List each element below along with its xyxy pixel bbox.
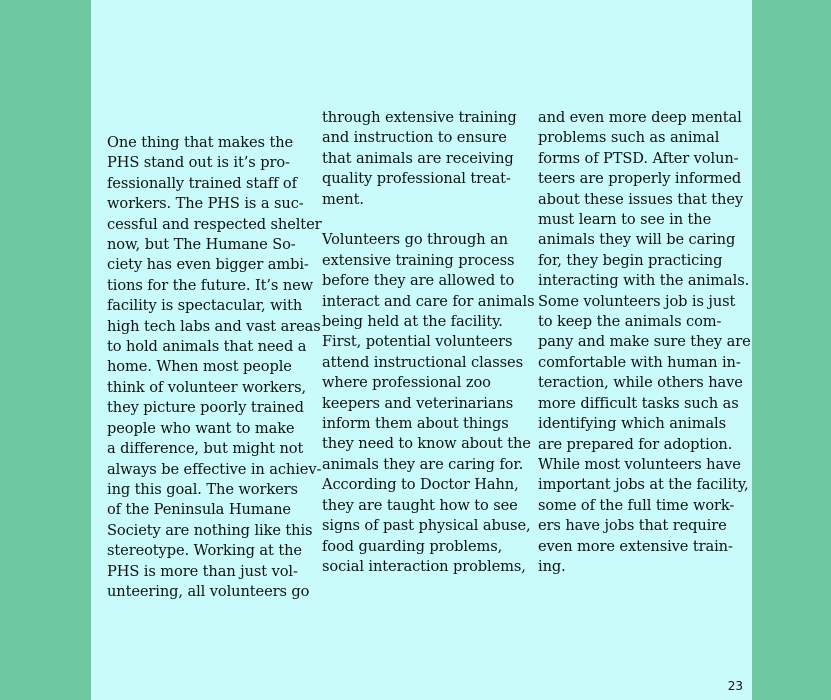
text-line: ing this goal. The workers xyxy=(107,480,298,498)
text-line: to hold animals that need a xyxy=(107,338,307,356)
text-column-2 xyxy=(322,108,535,577)
text-line: ing. xyxy=(538,557,566,575)
text-line: workers. The PHS is a suc- xyxy=(107,195,304,213)
text-line: Society are nothing like this xyxy=(107,521,313,539)
text-line: stereotype. Working at the xyxy=(107,542,302,560)
text-line: they need to know about the xyxy=(322,435,531,453)
text-line: While most volunteers have xyxy=(538,455,741,473)
text-line: Volunteers go through an xyxy=(322,231,508,249)
paragraph xyxy=(322,108,527,210)
text-line: and even more deep mental xyxy=(538,109,742,126)
text-line: important jobs at the facility, xyxy=(538,476,749,494)
text-column-3 xyxy=(538,108,751,577)
text-line: identifying which animals xyxy=(538,415,727,433)
text-line: even more extensive train- xyxy=(538,537,733,555)
text-line: now, but The Humane So- xyxy=(107,236,296,254)
text-line: food guarding problems, xyxy=(322,537,503,555)
text-line: are prepared for adoption. xyxy=(538,435,733,453)
text-line: pany and make sure they are xyxy=(538,333,751,351)
text-line: always be effective in achiev- xyxy=(107,460,322,478)
text-line: where professional zoo xyxy=(322,374,491,392)
text-column-1 xyxy=(107,133,322,602)
text-line: of the Peninsula Humane xyxy=(107,501,291,519)
text-line: and instruction to ensure xyxy=(322,129,507,147)
text-line: animals they are caring for. xyxy=(322,455,524,473)
text-line: According to Doctor Hahn, xyxy=(322,476,519,494)
text-line: some of the full time work- xyxy=(538,496,735,514)
text-line: interact and care for animals xyxy=(322,292,535,310)
paragraph xyxy=(322,230,535,577)
text-line: think of volunteer workers, xyxy=(107,378,307,396)
text-line: fessionally trained staff of xyxy=(107,174,297,192)
text-line: cessful and respected shelter xyxy=(107,215,322,233)
text-line: PHS is more than just vol- xyxy=(107,562,298,580)
text-line: comfortable with human in- xyxy=(538,353,741,371)
text-line: facility is spectacular, with xyxy=(107,297,303,315)
text-line: unteering, all volunteers go xyxy=(107,582,310,600)
text-line: tions for the future. It’s new xyxy=(107,276,314,294)
text-line: must learn to see in the xyxy=(538,211,712,229)
text-line: attend instructional classes xyxy=(322,353,523,371)
paragraph xyxy=(107,133,322,602)
text-line: forms of PTSD. After volun- xyxy=(538,149,739,167)
text-line: interacting with the animals. xyxy=(538,272,750,290)
text-line: more difficult tasks such as xyxy=(538,394,739,412)
text-line: to keep the animals com- xyxy=(538,313,722,331)
text-line: First, potential volunteers xyxy=(322,333,513,351)
text-line: social interaction problems, xyxy=(322,557,526,575)
text-line: teers are properly informed xyxy=(538,170,742,188)
text-line: ment. xyxy=(322,190,364,208)
text-line: extensive training process xyxy=(322,251,515,269)
page xyxy=(91,0,752,700)
text-line: through extensive training xyxy=(322,109,517,126)
text-line: Some volunteers job is just xyxy=(538,292,736,310)
text-line: that animals are receiving xyxy=(322,149,514,167)
text-line: inform them about things xyxy=(322,415,509,433)
text-line: ciety has even bigger ambi- xyxy=(107,256,309,274)
text-line: animals they will be caring xyxy=(538,231,736,249)
text-line: PHS stand out is it’s pro- xyxy=(107,154,290,172)
page-number: 23 xyxy=(727,679,743,693)
paragraph xyxy=(538,108,751,577)
text-line: for, they begin practicing xyxy=(538,251,723,269)
text-line: about these issues that they xyxy=(538,190,744,208)
text-line: high tech labs and vast areas xyxy=(107,317,321,335)
text-line: signs of past physical abuse, xyxy=(322,517,531,535)
text-line: ers have jobs that require xyxy=(538,517,727,535)
text-line: they are taught how to see xyxy=(322,496,518,514)
text-line: they picture poorly trained xyxy=(107,399,304,417)
text-line: quality professional treat- xyxy=(322,170,511,188)
text-line: being held at the facility. xyxy=(322,313,503,331)
text-line: keepers and veterinarians xyxy=(322,394,514,412)
text-line: problems such as animal xyxy=(538,129,720,147)
text-line: teraction, while others have xyxy=(538,374,743,392)
text-line: people who want to make xyxy=(107,419,295,437)
text-line: a difference, but might not xyxy=(107,440,304,458)
text-line: home. When most people xyxy=(107,358,292,376)
text-line: before they are allowed to xyxy=(322,272,515,290)
text-line: One thing that makes the xyxy=(107,134,294,151)
